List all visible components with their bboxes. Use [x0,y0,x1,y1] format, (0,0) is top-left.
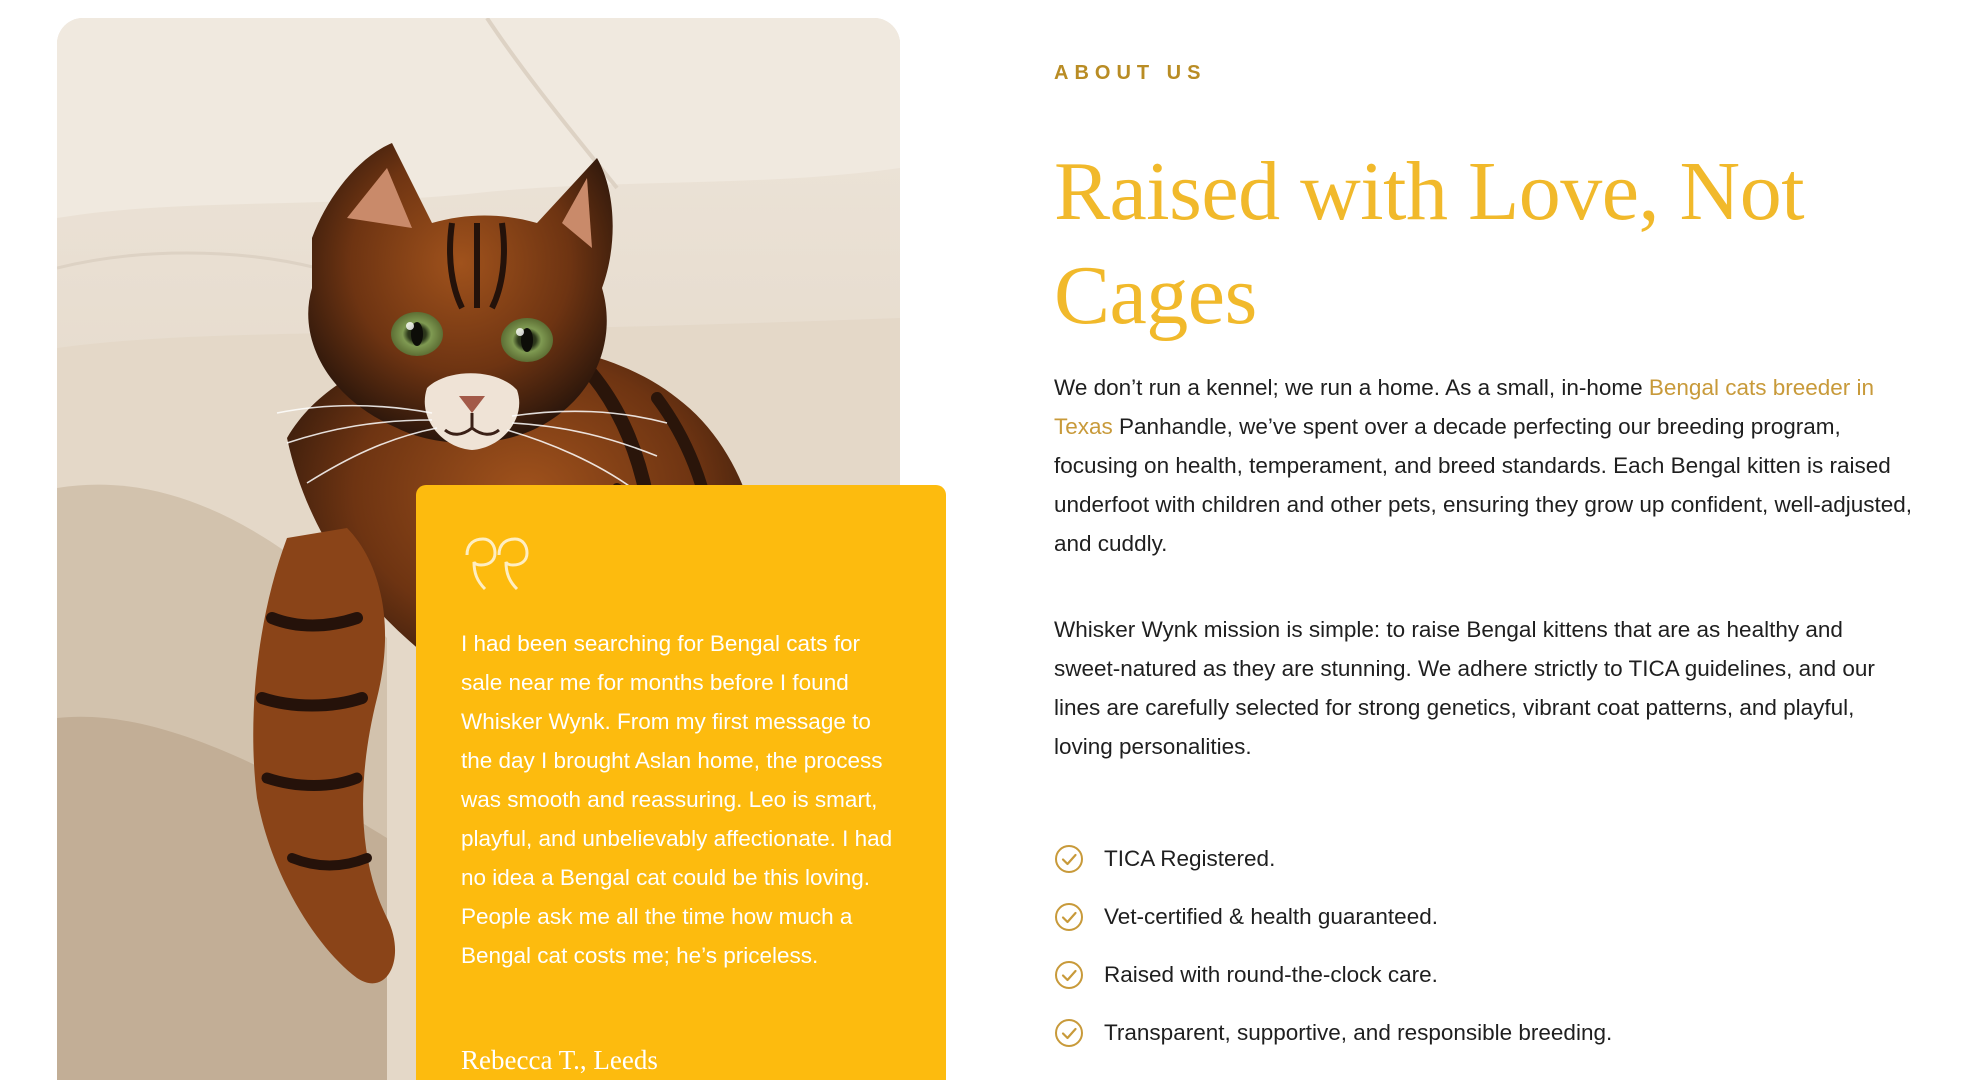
checklist-label: Transparent, supportive, and responsible breeding. [1104,1020,1613,1045]
page-title: Raised with Love, Not Cages [1054,145,1805,342]
testimonial-text: I had been searching for Bengal cats for sale near me for months before I found Whisker Wynk. From my first message to the day I brought Aslan home, the process was smooth and reassuring. Leo is smart, playful, and unbelievably affectionate. I had no idea a Bengal cat could be this loving. People ask me all the time how much a Bengal cat costs me; he’s priceless. [461,631,893,968]
checklist-label: TICA Registered. [1104,846,1276,871]
checklist-item [1054,888,1612,946]
quote-mark-icon [461,533,531,593]
mission-paragraph: Whisker Wynk mission is simple: to raise Bengal kittens that are as healthy and sweet-natured as they are stunning. We adhere strictly to TICA guidelines, and our lines are carefully selected for strong genetics, vibrant coat patterns, and playful, loving personalities. [1054,617,1875,759]
checklist-label: Raised with round-the-clock care. [1104,962,1438,987]
check-circle-icon [1054,960,1084,990]
intro-text-start: We don’t run a kennel; we run a home. As a small, in-home [1054,375,1649,400]
feature-checklist [1054,830,1612,1062]
section-eyebrow: ABOUT US [1054,62,1207,84]
checklist-item [1054,1004,1612,1062]
testimonial-author: Rebecca T., Leeds [461,1045,658,1075]
check-circle-icon [1054,1018,1084,1048]
checklist-item [1054,830,1612,888]
intro-text-end: Panhandle, we’ve spent over a decade perfecting our breeding program, focusing on health, temperament, and breed standards. Each Bengal kitten is raised underfoot with children and other pets, ensuring they grow up confident, well-adjusted, and cuddly. [1054,414,1913,556]
testimonial-card [416,485,946,1080]
check-circle-icon [1054,844,1084,874]
check-circle-icon [1054,902,1084,932]
checklist-label: Vet-certified & health guaranteed. [1104,904,1438,929]
breeder-texas-link[interactable]: Bengal cats breeder in Texas [1054,375,1875,439]
checklist-item [1054,946,1612,1004]
intro-paragraph [1054,368,1914,563]
